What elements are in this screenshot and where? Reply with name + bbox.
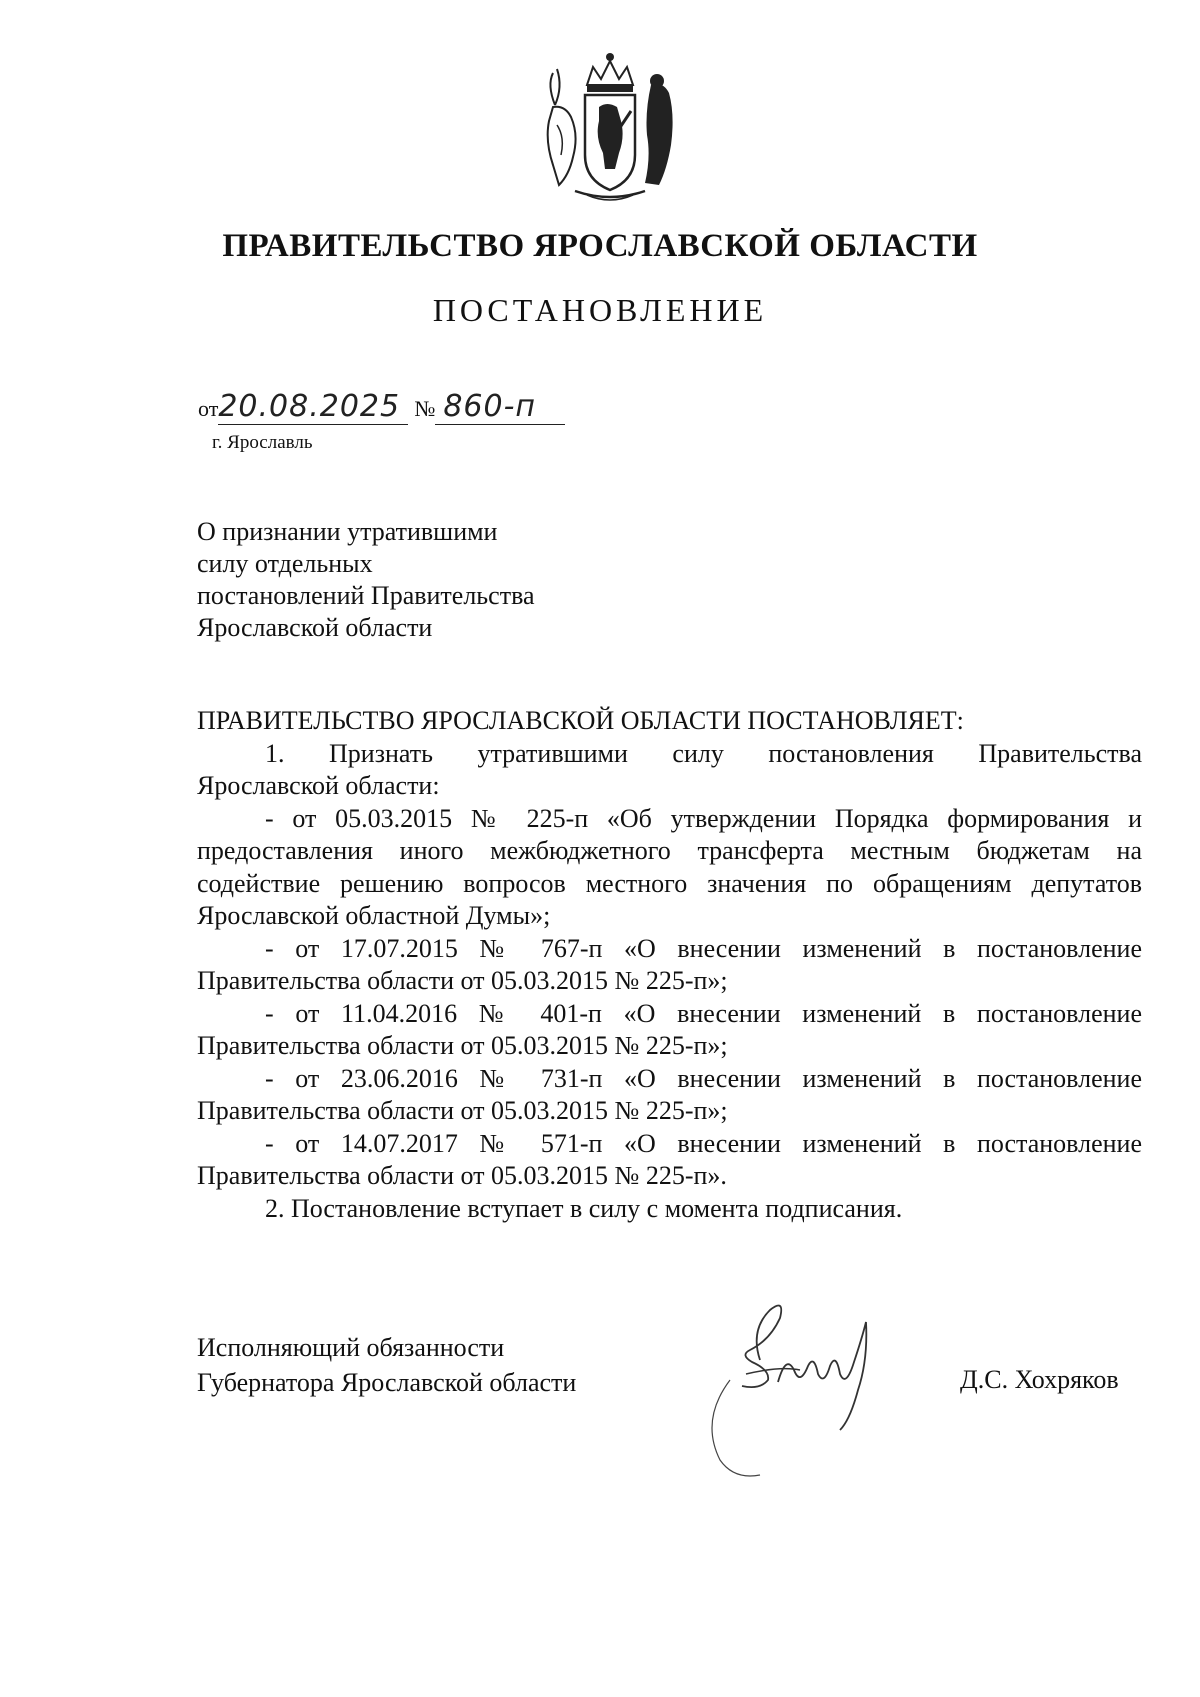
document-number: 860-п — [443, 389, 537, 424]
repealed-line: Правительства области от 05.03.2015 № 225-п»; — [197, 966, 728, 995]
signatory-name: Д.С. Хохряков — [960, 1365, 1119, 1394]
subject-line: Ярославской области — [197, 613, 433, 642]
item-2: 2. Постановление вступает в силу с момента подписания. — [265, 1193, 903, 1223]
repealed-line: - от 05.03.2015 № 225-п «Об утверждении Порядка формирования и — [265, 803, 1142, 833]
item-1-line: 1. Признать утратившими силу постановления Правительства — [265, 738, 1142, 768]
document-body — [197, 705, 1142, 1225]
signatory-title-line: Губернатора Ярославской области — [197, 1368, 577, 1397]
coat-of-arms-icon — [535, 45, 685, 205]
date-underline — [218, 389, 408, 425]
date-prefix: от — [198, 396, 219, 421]
document-city: г. Ярославль — [212, 432, 313, 453]
government-title: ПРАВИТЕЛЬСТВО ЯРОСЛАВСКОЙ ОБЛАСТИ — [222, 228, 978, 264]
document-type: ПОСТАНОВЛЕНИЕ — [432, 292, 768, 328]
document-date: 20.08.2025 — [218, 389, 401, 424]
repealed-line: содействие решению вопросов местного значения по обращениям депутатов — [197, 868, 1142, 898]
repealed-line: - от 23.06.2016 № 731-п «О внесении изменений в постановление — [265, 1063, 1142, 1093]
registration-line — [198, 389, 565, 425]
repealed-line: Правительства области от 05.03.2015 № 225-п»; — [197, 1096, 728, 1125]
item-1-line: Ярославской области: — [197, 771, 440, 800]
signatory-title — [197, 1330, 576, 1400]
repealed-line: - от 11.04.2016 № 401-п «О внесении изменений в постановление — [265, 998, 1142, 1028]
repealed-line: - от 14.07.2017 № 571-п «О внесении изменений в постановление — [265, 1128, 1142, 1158]
subject-line: О признании утратившими — [197, 517, 498, 546]
subject-line: постановлений Правительства — [197, 581, 535, 610]
number-prefix: № — [414, 396, 436, 421]
subject-line: силу отдельных — [197, 549, 373, 578]
repealed-line: - от 17.07.2015 № 767-п «О внесении изменений в постановление — [265, 933, 1142, 963]
document-subject — [197, 516, 535, 644]
repealed-line: Ярославской областной Думы»; — [197, 901, 551, 930]
number-underline — [435, 389, 565, 425]
decree-heading: ПРАВИТЕЛЬСТВО ЯРОСЛАВСКОЙ ОБЛАСТИ ПОСТАНОВЛЯЕТ: — [197, 706, 964, 735]
signatory-title-line: Исполняющий обязанности — [197, 1333, 505, 1362]
repealed-line: предоставления иного межбюджетного трансферта местным бюджетам на — [197, 836, 1142, 865]
repealed-line: Правительства области от 05.03.2015 № 225-п»; — [197, 1031, 728, 1060]
repealed-line: Правительства области от 05.03.2015 № 225-п». — [197, 1161, 727, 1190]
handwritten-signature-icon — [690, 1270, 930, 1480]
